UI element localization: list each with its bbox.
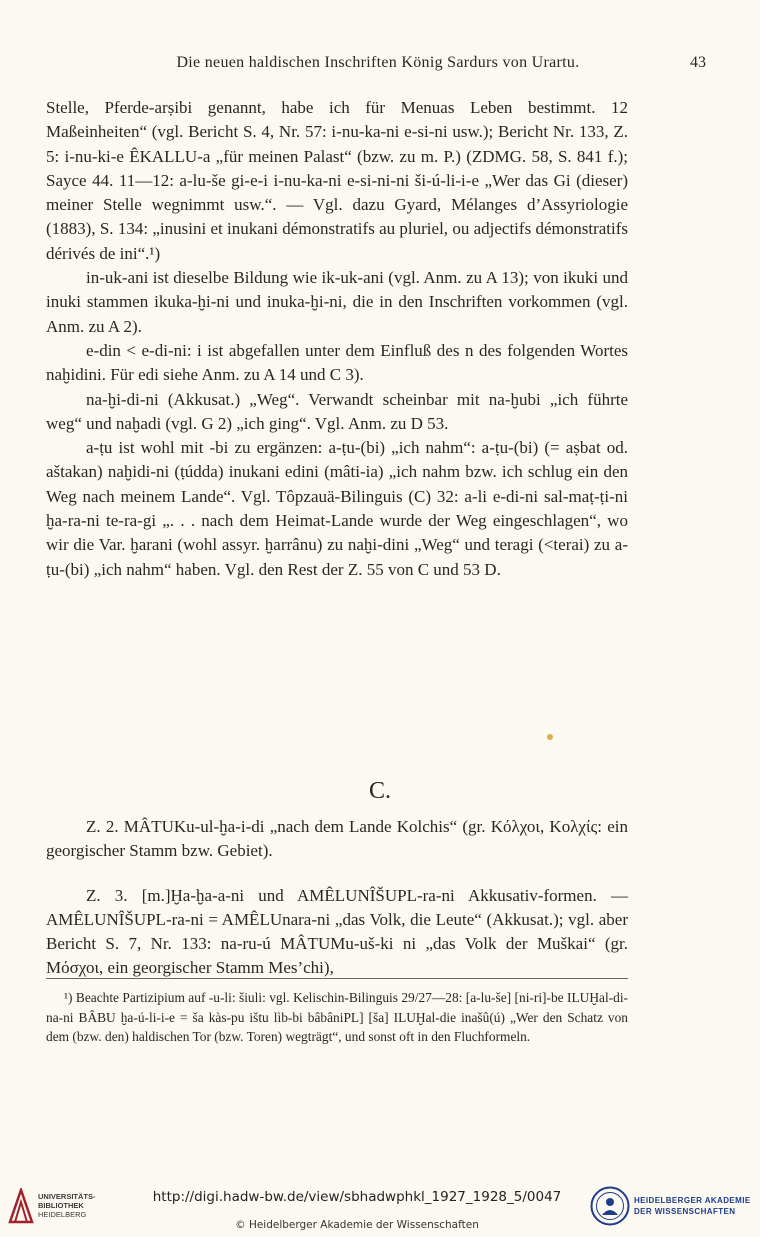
- running-title: Die neuen haldischen Inschriften König Sardurs von Urartu.: [176, 54, 580, 71]
- source-url-link[interactable]: http://digi.hadw-bw.de/view/sbhadwphkl_1927_1928_5/0047: [152, 1189, 562, 1205]
- main-text: [46, 96, 628, 582]
- footnote: ¹) Beachte Partizipium auf -u-li: šiuli: vgl. Kelischin-Bilinguis 29/27—28: [a-lu-še] [ni-ri]-be ILUḪal-di-na-ni BÂBU ḫa-ú-li-i-e = ša kàs-pu ištu lìb-bi bâbâniPL] [ša] ILUḪal-die inašû(ú) „Wer den Schatz von dem (bzw. den) haldischen Tor (bzw. Toren) wegträgt“, und sonst oft in den Fluchformeln.: [46, 990, 628, 1045]
- academy-logo[interactable]: [590, 1184, 755, 1230]
- page-number: 43: [690, 54, 706, 71]
- section-text: [46, 815, 628, 1001]
- stain-mark: [547, 734, 553, 740]
- section-heading: C.: [368, 778, 391, 804]
- ub-logo-icon: [8, 1188, 34, 1224]
- footnote-rule: [46, 978, 628, 979]
- paragraph: Z. 3. [m.]Ḫa-ḫa-a-ni und AMÊLUNÎŠUPL-ra-ni Akkusativ-formen. — AMÊLUNÎŠUPL-ra-ni = AMÊLUnara-ni „das Volk, die Leute“ (Akkusat.); vgl. aber Bericht S. 7, Nr. 133: na-ru-ú MÂTUMu-uš-ki ni „das Volk der Muškai“ (gr. Μόσχοι, ein georgischer Stamm Mes’chi),: [46, 885, 628, 978]
- copyright-notice: © Heidelberger Akademie der Wissenschaften: [235, 1219, 479, 1231]
- paragraph: e-din < e-di-ni: i ist abgefallen unter dem Einfluß des n des folgenden Wortes naḫidini. Für edi siehe Anm. zu A 14 und C 3).: [46, 340, 628, 385]
- ub-line: BIBLIOTHEK: [38, 1201, 84, 1210]
- paragraph: in-uk-ani ist dieselbe Bildung wie ik-uk-ani (vgl. Anm. zu A 13); von ikuki und inuki stammen ikuka-ḫi-ni und inuka-ḫi-ni, die in den Inschriften vorkommen (vgl. Anm. zu A 2).: [46, 268, 628, 336]
- paragraph: Stelle, Pferde-arṣibi genannt, habe ich für Menuas Leben bestimmt. 12 Maßeinheiten“ (vgl. Bericht S. 4, Nr. 57: i-nu-ka-ni e-si-ni usw.); Bericht Nr. 133, Z. 5: i-nu-ki-e ÊKALLU-a „für meinen Palast“ (bzw. zu m. P.) (ZDMG. 58, S. 841 f.); Sayce 44. 11—12: a-lu-še gi-e-i i-nu-ka-ni e-si-ni-ni ši-ú-li-i-e „Wer das Gi (dieser) meiner Stelle wegnimmt usw.“. — Vgl. dazu Gyard, Mélanges d’Assyriologie (1883), S. 134: „inusini et inukani démonstratifs au pluriel, ou adjectifs démonstratifs dérivés de ini“.¹): [46, 98, 628, 263]
- academy-line: HEIDELBERGER AKADEMIE: [634, 1196, 751, 1205]
- paragraph: na-ḫi-di-ni (Akkusat.) „Weg“. Verwandt scheinbar mit na-ḫubi „ich führte weg“ und naḫadi (vgl. G 2) „ich ging“. Vgl. Anm. zu D 53.: [46, 389, 628, 433]
- ub-logo-text: [38, 1192, 96, 1219]
- footer-bar: [0, 1178, 760, 1237]
- ub-line: UNIVERSITÄTS-: [38, 1192, 96, 1201]
- academy-name: [634, 1195, 751, 1217]
- ub-line: HEIDELBERG: [38, 1210, 87, 1219]
- academy-seal-icon: [590, 1186, 630, 1226]
- paragraph: Z. 2. MÂTUKu-ul-ḫa-i-di „nach dem Lande Kolchis“ (gr. Κόλχοι, Κολχίς: ein georgischer Stamm bzw. Gebiet).: [46, 817, 628, 861]
- running-header: [48, 54, 706, 76]
- university-library-logo[interactable]: [8, 1188, 138, 1232]
- paragraph: a-ṭu ist wohl mit -bi zu ergänzen: a-ṭu-(bi) „ich nahm“: a-ṭu-(bi) (= aṣbat od. aštakan) naḫidi-ni (ṭúdda) inukani edini (mâti-ia) „ich nahm bzw. ich schlug ein den Weg nach meinem Lande“. Vgl. Tôpzauä-Bilinguis (C) 32: a-li e-di-ni sal-maṭ-ṭi-ni ḫa-ra-ni te-ra-gi „. . . nach dem Heimat-Lande wurde der Weg eingeschlagen“, wo wir die Var. ḫarani (wohl assyr. ḫarrânu) zu naḫi-dini „Weg“ und teragi (<terai) zu a-ṭu-(bi) „ich nahm“ haben. Vgl. den Rest der Z. 55 von C und 53 D.: [46, 438, 628, 579]
- academy-line: DER WISSENSCHAFTEN: [634, 1207, 736, 1216]
